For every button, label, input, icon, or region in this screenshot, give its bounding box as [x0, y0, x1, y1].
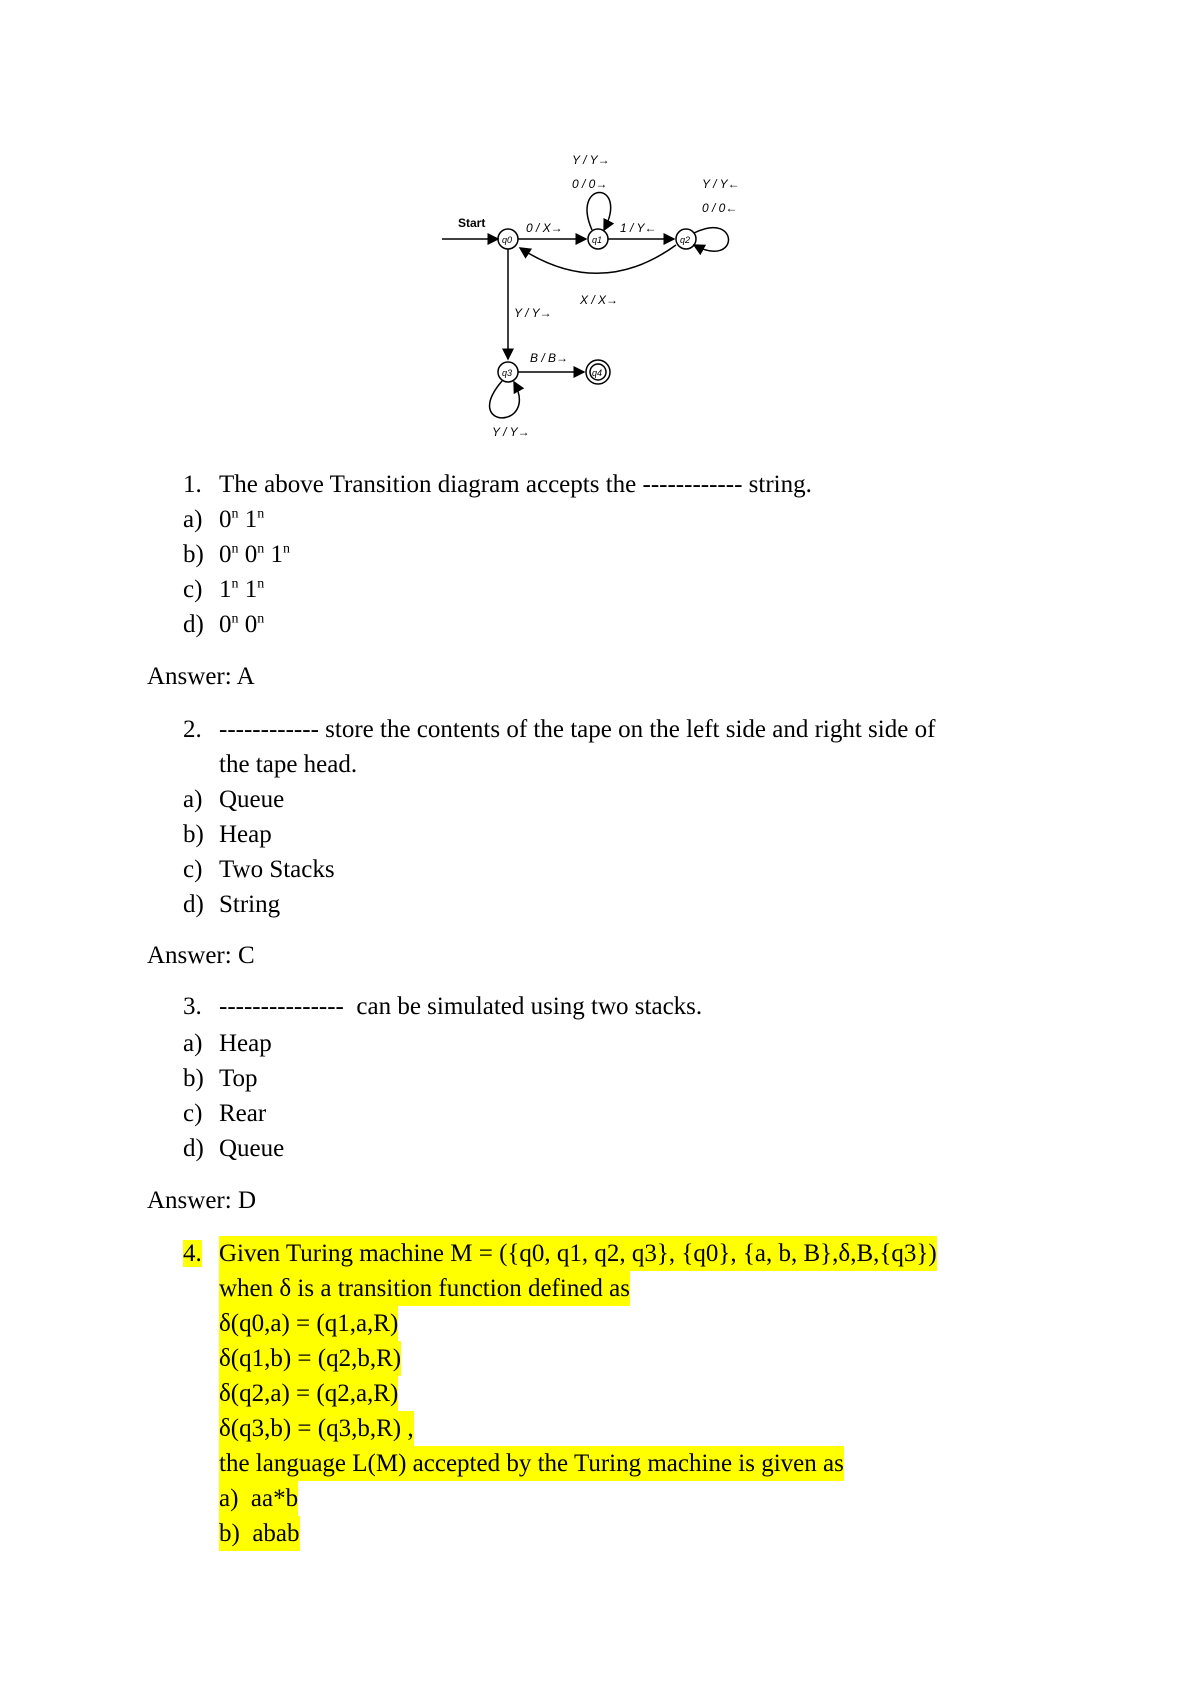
- option-letter: a): [183, 786, 203, 813]
- option-text: 0$^n$ 1$^n$: [219, 506, 265, 533]
- transition-rule-2: δ(q1,b) = (q2,b,R): [219, 1341, 401, 1376]
- svg-text:q4: q4: [592, 368, 603, 378]
- label-q0-q3: Y / Y→: [514, 306, 552, 320]
- answer-2: Answer: C: [147, 942, 255, 969]
- option-d: [183, 607, 265, 642]
- question-number: 3.: [183, 993, 202, 1020]
- option-a: [183, 1026, 272, 1061]
- svg-text:q0: q0: [502, 235, 513, 245]
- question-text-line-7: the language L(M) accepted by the Turing machine is given as: [219, 1446, 844, 1481]
- question-text-line-2: when δ is a transition function defined as: [219, 1271, 630, 1306]
- option-text: 0$^n$ 0$^n$ 1$^n$: [219, 541, 290, 568]
- label-q2-loop-bottom: 0 / 0←: [702, 201, 738, 215]
- option-text: 1$^n$ 1$^n$: [219, 576, 265, 603]
- transition-rule-3: δ(q2,a) = (q2,a,R): [219, 1376, 398, 1411]
- option-text: Heap: [219, 1030, 272, 1057]
- option-b: [219, 1516, 300, 1551]
- question-text-continued: the tape head.: [219, 751, 358, 778]
- option-text: Heap: [219, 821, 272, 848]
- option-a: [219, 1481, 298, 1516]
- option-letter: d): [183, 1135, 204, 1162]
- option-text: 0$^n$ 0$^n$: [219, 611, 265, 638]
- svg-text:q3: q3: [502, 368, 513, 378]
- state-q1: [588, 229, 608, 249]
- label-q3-loop: Y / Y→: [492, 425, 530, 439]
- option-text: abab: [252, 1520, 300, 1547]
- option-letter: c): [183, 1100, 203, 1127]
- label-q2-loop-top: Y / Y←: [702, 177, 740, 191]
- option-letter: a): [183, 506, 203, 533]
- question-text: The above Transition diagram accepts the ------------ string.: [219, 471, 812, 498]
- question-number: 4.: [183, 1240, 202, 1267]
- label-q1-loop-bottom: 0 / 0→: [572, 177, 608, 191]
- label-q1-q2: 1 / Y←: [620, 221, 657, 235]
- transition-rule-1: δ(q0,a) = (q1,a,R): [219, 1306, 398, 1341]
- state-q4-accepting: [586, 360, 610, 384]
- transition-rule-4: δ(q3,b) = (q3,b,R) ,: [219, 1411, 414, 1446]
- question-1: [183, 467, 812, 502]
- option-text: String: [219, 891, 281, 918]
- option-c: [183, 852, 335, 887]
- question-text: Given Turing machine M = ({q0, q1, q2, q3}, {q0}, {a, b, B},δ,B,{q3}): [219, 1236, 937, 1271]
- label-q1-loop-top: Y / Y→: [572, 153, 610, 167]
- question-text: --------------- can be simulated using two stacks.: [219, 993, 703, 1020]
- option-letter: c): [183, 856, 203, 883]
- option-letter: b): [183, 541, 204, 568]
- option-text: Rear: [219, 1100, 267, 1127]
- option-b: [183, 1061, 258, 1096]
- svg-text:q2: q2: [680, 235, 691, 245]
- question-text: ------------ store the contents of the tape on the left side and right side of: [219, 716, 936, 743]
- option-letter: d): [183, 891, 204, 918]
- option-letter: b): [183, 821, 204, 848]
- question-number: 2.: [183, 716, 202, 743]
- option-a: [183, 502, 265, 537]
- answer-3: Answer: D: [147, 1187, 257, 1214]
- option-d: [183, 1131, 285, 1166]
- state-q0: [498, 229, 518, 249]
- transition-diagram: [440, 140, 760, 440]
- label-q2-q0: X / X→: [580, 293, 619, 307]
- option-c: [183, 1096, 267, 1131]
- option-letter: b): [183, 1065, 204, 1092]
- option-b: [183, 817, 272, 852]
- option-text: Queue: [219, 1135, 285, 1162]
- question-3: [183, 989, 703, 1024]
- option-c: [183, 572, 265, 607]
- option-letter: a): [219, 1485, 239, 1512]
- option-b: [183, 537, 290, 572]
- answer-1: Answer: A: [147, 663, 255, 690]
- option-letter: a): [183, 1030, 203, 1057]
- label-q0-q1: 0 / X→: [526, 221, 563, 235]
- question-number: 1.: [183, 471, 202, 498]
- option-text: aa*b: [250, 1485, 299, 1512]
- option-letter: d): [183, 611, 204, 638]
- option-text: Queue: [219, 786, 285, 813]
- question-4: [183, 1236, 937, 1271]
- svg-text:q1: q1: [592, 235, 603, 245]
- option-text: Two Stacks: [219, 856, 335, 883]
- label-q3-q4: B / B→: [530, 351, 569, 365]
- option-letter: b): [219, 1520, 240, 1547]
- state-q2: [676, 229, 696, 249]
- option-letter: c): [183, 576, 203, 603]
- state-q3: [498, 362, 518, 382]
- option-a: [183, 782, 285, 817]
- question-2: [183, 712, 936, 747]
- start-label: Start: [458, 216, 486, 230]
- option-d: [183, 887, 281, 922]
- option-text: Top: [219, 1065, 258, 1092]
